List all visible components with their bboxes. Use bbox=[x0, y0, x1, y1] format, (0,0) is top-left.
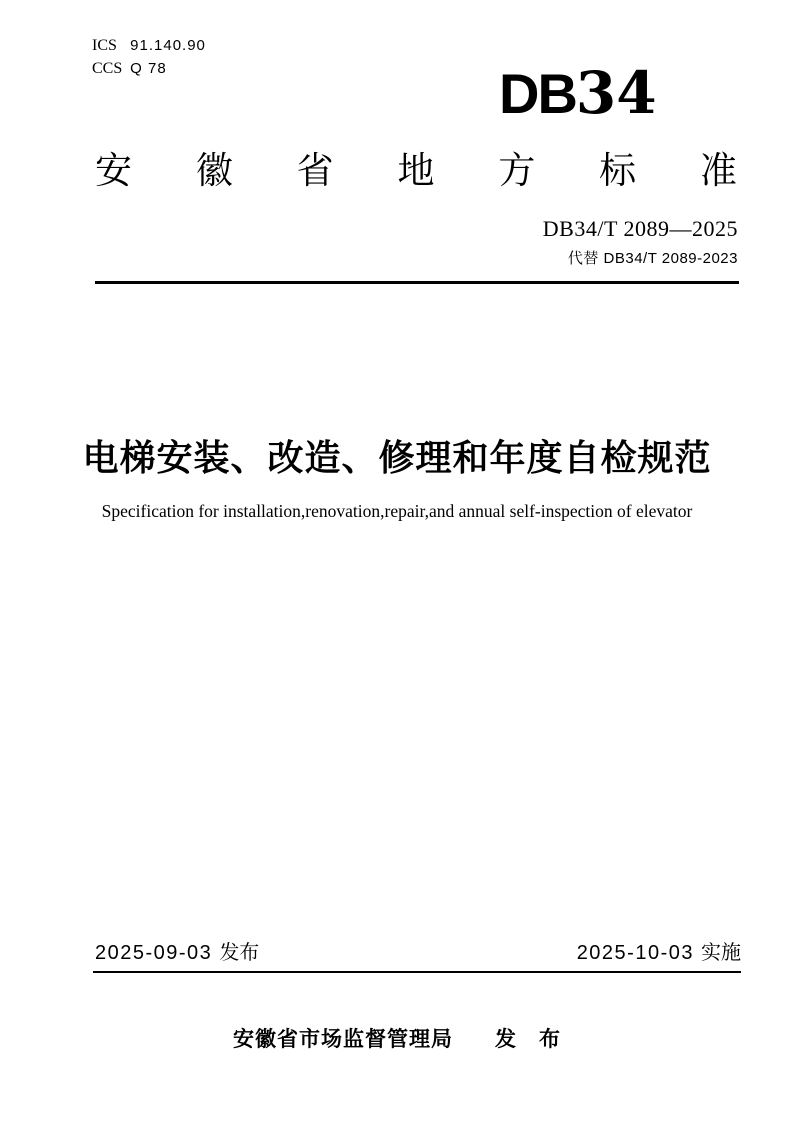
standard-replaces: 代替 DB34/T 2089-2023 bbox=[567, 250, 738, 267]
classification-block bbox=[92, 34, 206, 80]
standard-name-char: 安 bbox=[95, 150, 132, 191]
standard-name-char: 徽 bbox=[195, 150, 233, 191]
standard-name-char: 准 bbox=[699, 150, 737, 191]
publisher-row bbox=[0, 1023, 794, 1053]
standard-name-row bbox=[95, 152, 737, 190]
standard-code: DB34/T 2089—2025 bbox=[542, 216, 738, 241]
ics-label: ICS bbox=[92, 37, 117, 54]
document-title-en: Specification for installation,renovation,repair,and annual self-inspection of elevator bbox=[101, 501, 693, 521]
publish-action: 发 布 bbox=[495, 1028, 561, 1051]
implement-date: 2025-10-03 bbox=[576, 942, 694, 964]
issue-label: 发布 bbox=[219, 942, 260, 964]
standard-name-char: 省 bbox=[296, 150, 334, 191]
publisher-name: 安徽省市场监督管理局 bbox=[233, 1028, 453, 1051]
ics-row bbox=[92, 34, 206, 57]
document-title-zh: 电梯安装、改造、修理和年度自检规范 bbox=[82, 437, 712, 478]
ccs-value: Q 78 bbox=[130, 60, 167, 77]
implement-date-group bbox=[577, 940, 741, 966]
db34-logo bbox=[499, 59, 657, 134]
db34-logo-number-text: 34 bbox=[575, 59, 657, 127]
ccs-label: CCS bbox=[92, 60, 123, 77]
ccs-row bbox=[92, 57, 206, 80]
implement-label: 实施 bbox=[701, 942, 741, 964]
standard-name-char: 标 bbox=[599, 150, 637, 191]
ics-value: 91.140.90 bbox=[130, 37, 206, 54]
issue-date-group bbox=[95, 940, 259, 966]
header-rule bbox=[95, 281, 739, 284]
dates-row bbox=[95, 940, 741, 966]
footer-rule bbox=[93, 971, 741, 973]
standard-name-char: 方 bbox=[498, 150, 536, 191]
db34-logo-db-text: DB bbox=[499, 62, 576, 125]
issue-date: 2025-09-03 bbox=[95, 942, 213, 964]
standard-name-char: 地 bbox=[397, 150, 435, 191]
